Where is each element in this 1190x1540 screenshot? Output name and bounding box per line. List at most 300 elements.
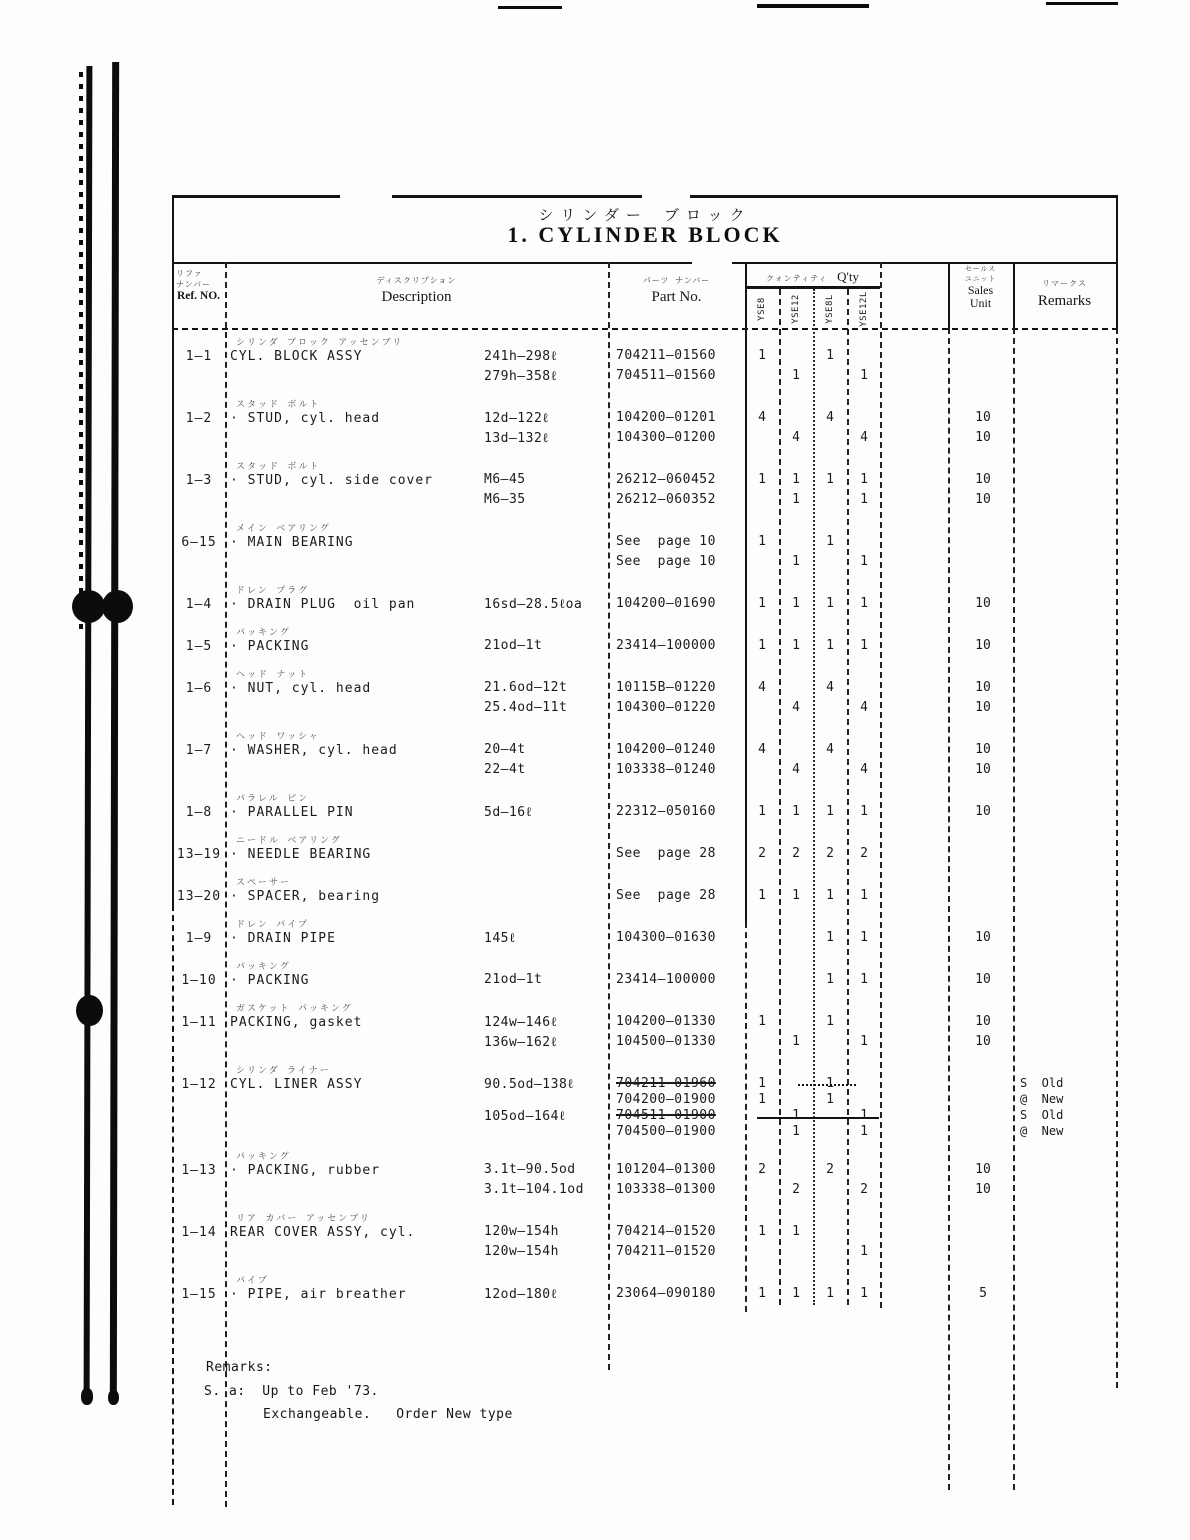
size-spec: 25.4od–11t [484,700,568,715]
qty-yse12: 4 [792,700,800,715]
table-row [172,791,1118,824]
sales-unit-value: 10 [975,1182,991,1197]
table-row [172,729,1118,782]
qty-yse12l: 2 [860,846,868,861]
row-description-jp: スペーサー [236,878,292,888]
table-row [172,625,1118,658]
row-lines [172,1224,1118,1264]
scan-break [340,193,392,199]
part-number: 704511–01900 [616,1108,716,1123]
row-description-jp: パッキング [236,962,291,972]
part-number: 23414–100000 [616,638,716,653]
part-number: 704500–01900 [616,1124,716,1139]
qty-yse12: 1 [792,1034,800,1049]
sales-unit-value: 10 [975,430,991,445]
row-ref-no: 1–2 [185,411,213,426]
row-description: · PIPE, air breather [230,1287,407,1302]
row-line [172,410,1118,430]
page-title-en: 1. CYLINDER BLOCK [507,222,783,247]
row-description-jp: ニードル ベアリング [236,836,342,846]
footer-note-1: S. a: Up to Feb '73. [204,1384,379,1399]
row-description: · PACKING [230,973,310,988]
row-lines [172,472,1118,512]
row-ref-no: 1–13 [181,1163,217,1178]
qty-yse8: 4 [758,742,766,757]
row-line [172,1108,1118,1124]
row-ref-no: 1–5 [185,639,213,654]
sales-unit-value: 10 [975,472,991,487]
qty-yse12l: 1 [860,1124,868,1139]
description-header-jp: ディスクリプション [376,276,457,285]
row-line [172,348,1118,368]
qty-yse12: 1 [792,1286,800,1301]
row-line [172,680,1118,700]
qty-yse8l: 1 [826,596,834,611]
table-row [172,459,1118,512]
row-lines [172,410,1118,450]
row-lines [172,1162,1118,1202]
row-description: REAR COVER ASSY, cyl. [230,1225,416,1240]
row-description-jp: ドレン プラグ [236,586,310,596]
size-spec: 21.6od–12t [484,680,568,695]
qty-header-en: Q'ty [837,269,859,284]
row-lines [172,348,1118,388]
qty-col-label-text: YSE12 [791,294,801,324]
table-row [172,335,1118,388]
row-ref-no: 1–1 [185,349,213,364]
size-spec: 21od–1t [484,972,543,987]
sales-unit-value: 10 [975,804,991,819]
row-description: CYL. LINER ASSY [230,1077,363,1092]
qty-yse8: 1 [758,888,766,903]
remarks-header-jp: リマークス [1042,279,1087,288]
qty-yse8: 1 [758,596,766,611]
scan-streak [498,6,562,9]
row-lines [172,930,1118,950]
binder-hole [102,590,133,623]
row-line [172,1286,1118,1306]
size-spec: 12od–180ℓ [484,1287,558,1302]
sales-unit-value: 10 [975,492,991,507]
qty-yse8: 2 [758,846,766,861]
size-spec: 279h–358ℓ [484,369,558,384]
qty-yse12l: 1 [860,930,868,945]
remark-value: S Old [1020,1108,1064,1122]
part-number: 104200–01690 [616,596,716,611]
qty-yse8l: 1 [826,534,834,549]
row-line [172,1224,1118,1244]
part-number: 104300–01200 [616,430,716,445]
row-ref-no: 13–19 [176,847,222,862]
sales-unit-value: 10 [975,930,991,945]
table-row [172,1273,1118,1306]
sales-unit-value: 10 [975,762,991,777]
row-line [172,888,1118,908]
size-spec: 120w–154h [484,1244,559,1259]
qty-yse8l: 1 [826,804,834,819]
qty-yse12: 1 [792,1124,800,1139]
qty-yse12l: 1 [860,1244,868,1259]
qty-yse8: 1 [758,1092,766,1107]
row-line [172,1014,1118,1034]
row-description: PACKING, gasket [230,1015,363,1030]
row-line [172,1124,1118,1140]
row-line [172,638,1118,658]
part-number: See page 28 [616,846,716,861]
qty-yse8: 1 [758,472,766,487]
qty-yse12: 1 [792,638,800,653]
row-lines [172,1076,1118,1140]
sales-unit-value: 10 [975,1014,991,1029]
row-line [172,554,1118,574]
qty-yse8l: 2 [826,846,834,861]
qty-yse12: 1 [792,554,800,569]
qty-yse8: 1 [758,534,766,549]
row-line [172,1034,1118,1054]
row-ref-no: 1–3 [185,473,213,488]
row-description: · PACKING, rubber [230,1163,381,1178]
binder-hole [72,590,105,623]
binder-hole [76,995,103,1026]
column-header-description [225,275,608,306]
qty-yse12l: 1 [860,1108,868,1123]
footer-remarks-label: Remarks: [206,1360,273,1375]
qty-yse8l: 1 [826,1092,834,1107]
part-number: 704214–01520 [616,1224,716,1239]
qty-yse8l: 4 [826,680,834,695]
part-number: 104200–01330 [616,1014,716,1029]
row-description: · NEEDLE BEARING [230,847,372,862]
footer-note-2: Exchangeable. Order New type [263,1407,513,1422]
qty-yse12l: 1 [860,972,868,987]
qty-yse8l: 1 [826,1076,834,1091]
sales-unit-value: 10 [975,680,991,695]
qty-yse8l: 4 [826,410,834,425]
part-number: 26212–060452 [616,472,716,487]
scan-break [642,193,690,199]
part-number: See page 10 [616,554,716,569]
row-description-jp: ヘッド ナット [236,670,310,680]
qty-yse12l: 1 [860,1286,868,1301]
part-no-header-en: Part No. [651,289,702,305]
qty-yse12: 2 [792,846,800,861]
qty-yse12: 1 [792,1108,800,1123]
row-description-jp: パッキング [236,628,291,638]
qty-yse8l: 1 [826,930,834,945]
ink-blob [81,1388,93,1405]
qty-yse12: 1 [792,1224,800,1239]
row-line [172,1182,1118,1202]
table-row [172,397,1118,450]
size-spec: 12d–122ℓ [484,411,550,426]
row-lines [172,534,1118,574]
table-row [172,1063,1118,1140]
size-spec: 136w–162ℓ [484,1035,558,1050]
row-description-jp: ドレン パイプ [236,920,309,930]
sales-unit-value: 5 [979,1286,987,1301]
row-description: · SPACER, bearing [230,889,381,904]
column-header-sales-unit [948,264,1013,310]
size-spec: 3.1t–104.1od [484,1182,584,1197]
table-row [172,875,1118,908]
qty-yse8l: 4 [826,742,834,757]
row-line [172,972,1118,992]
row-description-jp: リア カバー アッセンブリ [236,1214,371,1224]
qty-yse12l: 1 [860,888,868,903]
table-row [172,917,1118,950]
row-description-jp: シリンダ ブロック アッセンブリ [236,338,404,348]
part-number: 104300–01630 [616,930,716,945]
size-spec: 21od–1t [484,638,543,653]
sales-unit-header-jp: ユニット [964,275,997,283]
row-description: · DRAIN PIPE [230,931,336,946]
qty-yse8l: 1 [826,1286,834,1301]
sales-unit-value: 10 [975,742,991,757]
qty-yse12: 4 [792,430,800,445]
row-line [172,368,1118,388]
row-ref-no: 6–15 [181,535,217,550]
parts-table [172,195,1118,1525]
row-ref-no: 1–7 [185,743,213,758]
qty-yse8: 1 [758,1224,766,1239]
row-lines [172,972,1118,992]
row-lines [172,888,1118,908]
part-number: 104200–01201 [616,410,716,425]
size-spec: 20–4t [484,742,526,757]
part-number: 704211–01560 [616,348,716,363]
qty-yse8l: 1 [826,888,834,903]
row-line [172,1076,1118,1092]
qty-yse8: 1 [758,638,766,653]
binding-edge-line [110,62,119,1400]
row-description: · STUD, cyl. head [230,411,381,426]
qty-yse8l: 1 [826,972,834,987]
qty-yse12: 1 [792,804,800,819]
size-spec: 13d–132ℓ [484,431,550,446]
row-lines [172,1286,1118,1306]
row-description: · DRAIN PLUG oil pan [230,597,416,612]
row-line [172,804,1118,824]
qty-yse12: 1 [792,492,800,507]
part-number: 103338–01240 [616,762,716,777]
qty-yse8l: 1 [826,1014,834,1029]
sales-unit-value: 10 [975,1034,991,1049]
table-row [172,833,1118,866]
column-header-remarks [1013,278,1116,310]
part-number: 704200–01900 [616,1092,716,1107]
row-description-jp: スタッド ボルト [236,400,321,410]
size-spec: 120w–154h [484,1224,559,1239]
row-line [172,700,1118,720]
row-ref-no: 1–14 [181,1225,217,1240]
qty-yse12l: 1 [860,804,868,819]
row-ref-no: 1–8 [185,805,213,820]
sales-unit-header-en: Unit [969,296,992,310]
ref-header-en: Ref. NO. [176,290,221,302]
sales-unit-value: 10 [975,700,991,715]
row-ref-no: 1–10 [181,973,217,988]
binding-edge-line [84,66,93,1398]
table-row [172,1001,1118,1054]
qty-yse12l: 1 [860,492,868,507]
part-number: 104300–01220 [616,700,716,715]
row-lines [172,1014,1118,1054]
column-header-part-no [608,275,745,306]
sales-unit-header-jp: セールス [964,265,997,273]
row-line [172,1092,1118,1108]
sales-unit-value: 10 [975,1162,991,1177]
row-description-jp: ヘッド ワッシャ [236,732,320,742]
row-description: CYL. BLOCK ASSY [230,349,363,364]
size-spec: 90.5od–138ℓ [484,1077,574,1092]
ref-header-jp: ナンバー [176,280,212,289]
table-row [172,1211,1118,1264]
row-ref-no: 13–20 [176,889,222,904]
qty-yse12l: 1 [860,638,868,653]
part-number: 101204–01300 [616,1162,716,1177]
qty-yse12l: 1 [860,1034,868,1049]
qty-col-label-yse8l [813,291,847,327]
qty-yse12l: 1 [860,368,868,383]
row-description-jp: パラレル ピン [236,794,310,804]
row-ref-no: 1–9 [185,931,213,946]
row-line [172,1162,1118,1182]
row-lines [172,596,1118,616]
table-row [172,1149,1118,1202]
qty-yse12l: 4 [860,700,868,715]
description-header-en: Description [381,289,452,305]
part-number: 23414–100000 [616,972,716,987]
row-ref-no: 1–15 [181,1287,217,1302]
qty-yse8l: 1 [826,348,834,363]
sales-unit-value: 10 [975,410,991,425]
row-line [172,846,1118,866]
row-line [172,1244,1118,1264]
row-lines [172,638,1118,658]
row-line [172,742,1118,762]
qty-yse8: 2 [758,1162,766,1177]
size-spec: 5d–16ℓ [484,805,533,820]
column-header-qty [745,266,880,285]
row-description: · PARALLEL PIN [230,805,354,820]
row-line [172,492,1118,512]
row-description-jp: ガスケット パッキング [236,1004,353,1014]
part-number: 23064–090180 [616,1286,716,1301]
remark-value: @ New [1020,1092,1064,1106]
row-description: · WASHER, cyl. head [230,743,398,758]
size-spec: 145ℓ [484,931,516,946]
part-number: 704511–01560 [616,368,716,383]
qty-yse12l: 1 [860,472,868,487]
page-title-jp: シリンダー ブロック [538,206,752,224]
part-number: See page 28 [616,888,716,903]
sales-unit-header-en: Sales [967,283,994,297]
qty-col-label-yse12 [779,291,813,327]
part-number: 26212–060352 [616,492,716,507]
size-spec: 16sd–28.5ℓoa [484,597,583,612]
row-line [172,430,1118,450]
qty-yse8l: 1 [826,472,834,487]
qty-yse12: 1 [792,888,800,903]
part-no-header-jp: パーツ ナンバー [642,276,711,285]
qty-yse12l: 1 [860,596,868,611]
row-ref-no: 1–4 [185,597,213,612]
scan-streak [757,4,869,8]
qty-yse8l: 1 [826,638,834,653]
row-description: · PACKING [230,639,310,654]
part-number: 10115B–01220 [616,680,716,695]
qty-yse12: 4 [792,762,800,777]
qty-yse12l: 2 [860,1182,868,1197]
row-description-jp: スタッド ボルト [236,462,321,472]
qty-col-label-text: YSE12L [859,291,870,327]
row-ref-no: 1–6 [185,681,213,696]
part-number: 704211–01960 [616,1076,716,1091]
row-description: · NUT, cyl. head [230,681,372,696]
sales-unit-value: 10 [975,638,991,653]
row-ref-no: 1–11 [181,1015,217,1030]
row-line [172,762,1118,782]
row-ref-no: 1–12 [181,1077,217,1092]
remark-value: S Old [1020,1076,1064,1090]
row-description-jp: メイン ベアリング [236,524,331,534]
qty-yse8: 4 [758,410,766,425]
row-description-jp: パイプ [236,1276,269,1286]
qty-yse8: 1 [758,1014,766,1029]
size-spec: 105od–164ℓ [484,1109,566,1124]
qty-yse12l: 4 [860,430,868,445]
qty-yse12: 1 [792,472,800,487]
row-description-jp: パッキング [236,1152,291,1162]
row-lines [172,680,1118,720]
ink-blob [108,1390,119,1405]
qty-col-label-text: YSE8L [825,294,835,324]
size-spec: 241h–298ℓ [484,349,558,364]
row-description-jp: シリンダ ライナー [236,1066,331,1076]
table-row [172,583,1118,616]
table-body [172,328,1118,1315]
qty-col-label-text: YSE8 [757,297,767,321]
column-header-ref-no [172,268,225,302]
part-number: 104200–01240 [616,742,716,757]
qty-yse8: 4 [758,680,766,695]
qty-yse12: 1 [792,596,800,611]
qty-col-label-yse8 [745,291,779,327]
scan-streak [1046,2,1118,5]
size-spec: M6–35 [484,492,526,507]
table-row [172,959,1118,992]
qty-yse8: 1 [758,804,766,819]
size-spec: 124w–146ℓ [484,1015,558,1030]
table-row [172,521,1118,574]
row-description: · MAIN BEARING [230,535,354,550]
row-lines [172,804,1118,824]
ref-header-jp: リファ [176,269,203,278]
remarks-header-en: Remarks [1037,293,1092,309]
size-spec: 22–4t [484,762,526,777]
qty-yse8: 1 [758,348,766,363]
row-description: · STUD, cyl. side cover [230,473,434,488]
row-line [172,472,1118,492]
row-line [172,596,1118,616]
size-spec: M6–45 [484,472,526,487]
remark-value: @ New [1020,1124,1064,1138]
part-number: 104500–01330 [616,1034,716,1049]
sales-unit-value: 10 [975,596,991,611]
part-number: 103338–01300 [616,1182,716,1197]
table-row [172,667,1118,720]
sales-unit-value: 10 [975,972,991,987]
